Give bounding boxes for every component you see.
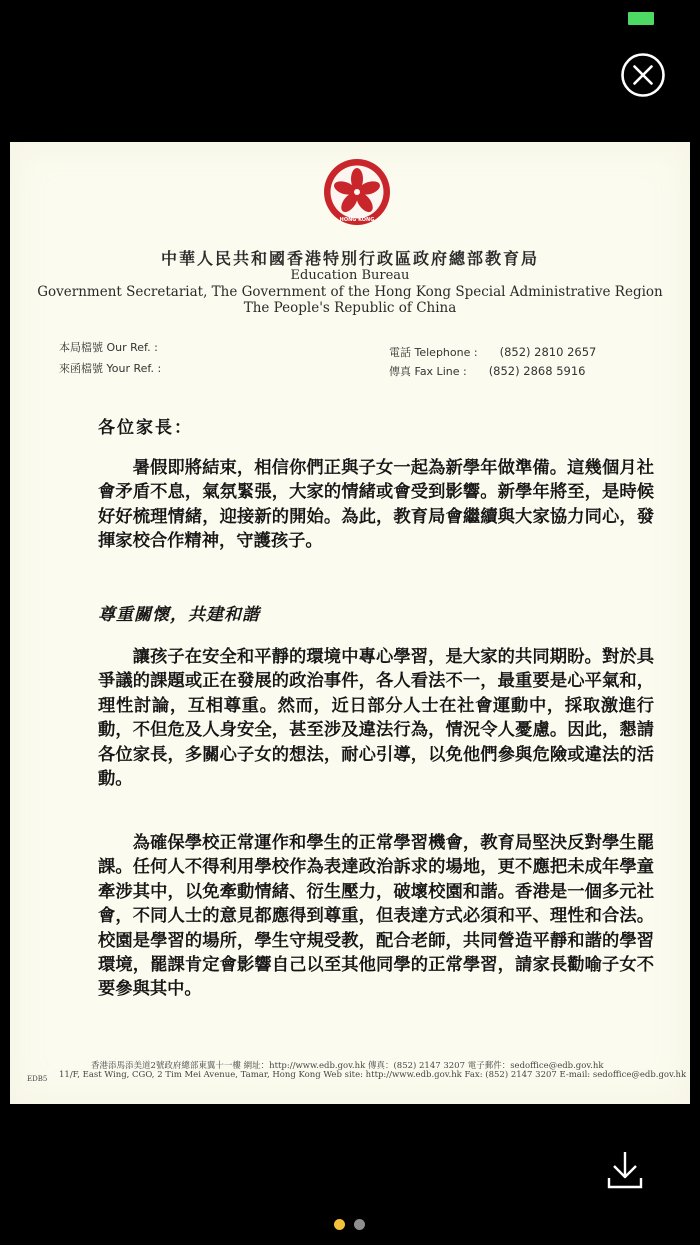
- page-indicator-dot-active[interactable]: [334, 1219, 345, 1230]
- fax-line: [389, 363, 585, 379]
- footer-address-en: 11/F, East Wing, CGO, 2 Tim Mei Avenue, Tamar, Hong Kong Web site: http://www.edb.gov.hk Fax: (852) 2147 3207 E-mail: sedoffice@edb.gov.hk: [59, 1070, 687, 1080]
- paragraph-1: [98, 456, 654, 554]
- close-icon[interactable]: [620, 52, 666, 98]
- fax-label: 傳真 Fax Line :: [389, 365, 467, 378]
- hong-kong-emblem-icon: [322, 157, 392, 227]
- section-heading: 尊重關懷，共建和諧: [98, 605, 260, 625]
- page-indicator-dot[interactable]: [354, 1219, 365, 1230]
- footer-code: EDB5: [27, 1075, 48, 1083]
- telephone-line: [389, 344, 596, 360]
- prc-line: The People's Republic of China: [243, 300, 457, 316]
- fax-number: (852) 2868 5916: [488, 364, 586, 378]
- telephone-number: (852) 2810 2657: [499, 345, 597, 359]
- bureau-name-en: Education Bureau: [290, 268, 410, 283]
- bureau-name-zh: 中華人民共和國香港特別行政區政府總部教育局: [160, 249, 539, 268]
- greeting: 各位家長：: [98, 418, 193, 438]
- letter-document: [10, 142, 690, 1104]
- battery-indicator: [628, 12, 654, 25]
- government-secretariat-line: Government Secretariat, The Government of the Hong Kong Special Administrative Region: [37, 284, 663, 300]
- telephone-label: 電話 Telephone :: [389, 346, 478, 359]
- paragraph-2-text: 讓孩子在安全和平靜的環境中專心學習，是大家的共同期盼。對於具爭議的課題或正在發展的政治事件，各人看法不一，最重要是心平氣和，理性討論，互相尊重。然而，近日部分人士在社會運動中，採取激進行動，不但危及人身安全，甚至涉及違法行為，情況令人憂慮。因此，懇請各位家長，多關心子女的想法，耐心引導，以免他們參與危險或違法的活動。: [98, 647, 654, 790]
- your-ref: 來函檔號 Your Ref. :: [59, 362, 162, 375]
- footer-address-zh: 香港添馬添美道2號政府總部東翼十一樓 網址：http://www.edb.gov.hk 傳真：(852) 2147 3207 電子郵件：sedoffice@edb.gov.hk: [91, 1061, 604, 1071]
- paragraph-1-text: 暑假即將結束，相信你們正與子女一起為新學年做準備。這幾個月社會矛盾不息，氣氛緊張，大家的情緒或會受到影響。新學年將至，是時候好好梳理情緒，迎接新的開始。為此，教育局會繼續與大家協力同心，發揮家校合作精神，守護孩子。: [98, 458, 654, 552]
- paragraph-2: [98, 645, 654, 791]
- paragraph-3: [98, 831, 654, 1002]
- download-icon[interactable]: [606, 1150, 644, 1190]
- paragraph-3-text: 為確保學校正常運作和學生的正常學習機會，教育局堅決反對學生罷課。任何人不得利用學校作為表達政治訴求的場地，更不應把未成年學童牽涉其中，以免牽動情緒、衍生壓力，破壞校園和諧。香港是一個多元社會，不同人士的意見都應得到尊重，但表達方式必須和平、理性和合法。校園是學習的場所，學生守規受教，配合老師，共同營造平靜和諧的學習環境，罷課肯定會影響自己以至其他同學的正常學習，請家長勸喻子女不要參與其中。: [98, 833, 654, 1000]
- our-ref: 本局檔號 Our Ref. :: [59, 341, 158, 354]
- emblem-text: HONG KONG: [339, 217, 375, 223]
